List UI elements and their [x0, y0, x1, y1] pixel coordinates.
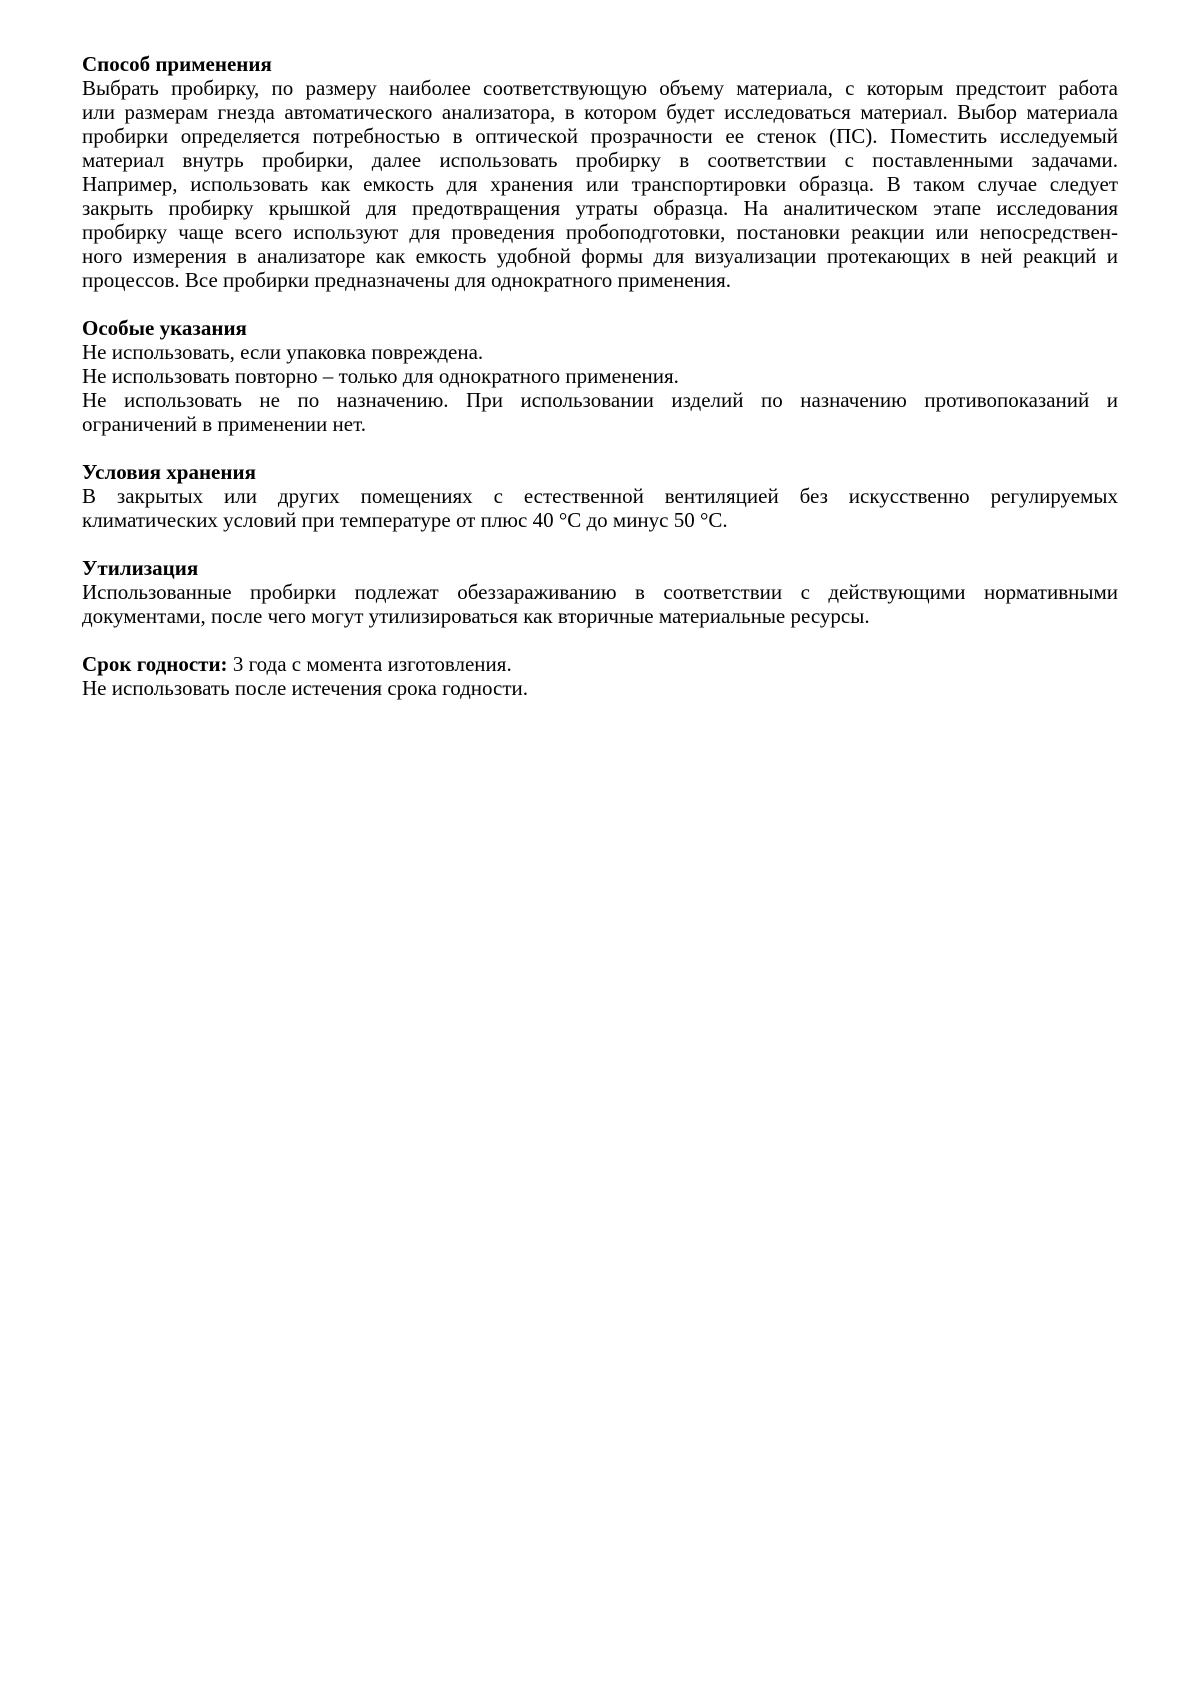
text-line: ограничений в применении нет.	[82, 412, 366, 436]
section-spacer	[82, 628, 1118, 652]
text-line: Не использовать, если упаковка повреждена.	[82, 340, 484, 364]
section-spacer	[82, 292, 1118, 316]
text-line: материал внутрь пробирки, далее использовать пробирку в соответствии с поставленными задачами.	[82, 148, 1118, 172]
section-heading-storage: Условия хранения	[82, 460, 256, 484]
shelf-life-line	[82, 652, 1118, 676]
text-line: закрыть пробирку крышкой для предотвращения утраты образца. На аналитическом этапе исследования	[82, 196, 1118, 220]
inline-heading-shelf-life: Срок годности:	[82, 652, 228, 676]
text-line: документами, после чего могут утилизироваться как вторичные материальные ресурсы.	[82, 604, 870, 628]
section-spacer	[82, 532, 1118, 556]
section-spacer	[82, 436, 1118, 460]
section-heading-special-notes: Особые указания	[82, 316, 247, 340]
text-line: ного измерения в анализаторе как емкость удобной формы для визуализации протекающих в ней реакций и	[82, 244, 1118, 268]
section-heading-usage: Способ применения	[82, 52, 272, 76]
text-line: пробирку чаще всего используют для проведения пробоподготовки, постановки реакции или непосредствен-	[82, 220, 1118, 244]
shelf-life-value: 3 года с момента изготовления.	[227, 652, 512, 676]
text-line: Использованные пробирки подлежат обеззараживанию в соответствии с действующими нормативными	[82, 580, 1118, 604]
text-line: пробирки определяется потребностью в оптической прозрачности ее стенок (ПС). Поместить исследуемый	[82, 124, 1118, 148]
section-heading-disposal: Утилизация	[82, 556, 199, 580]
text-line: Выбрать пробирку, по размеру наиболее соответствующую объему материала, с которым предстоит работа	[82, 76, 1118, 100]
text-line: Не использовать не по назначению. При использовании изделий по назначению противопоказаний и	[82, 388, 1118, 412]
text-line: В закрытых или других помещениях с естественной вентиляцией без искусственно регулируемых	[82, 484, 1118, 508]
text-line: климатических условий при температуре от плюс 40 °С до минус 50 °С.	[82, 508, 728, 532]
text-line: процессов. Все пробирки предназначены для однократного применения.	[82, 268, 732, 292]
text-line: или размерам гнезда автоматического анализатора, в котором будет исследоваться материал. Выбор материала	[82, 100, 1118, 124]
text-line: Не использовать повторно – только для однократного применения.	[82, 364, 679, 388]
text-line: Не использовать после истечения срока годности.	[82, 676, 529, 700]
text-line: Например, использовать как емкость для хранения или транспортировки образца. В таком случае следует	[82, 172, 1118, 196]
